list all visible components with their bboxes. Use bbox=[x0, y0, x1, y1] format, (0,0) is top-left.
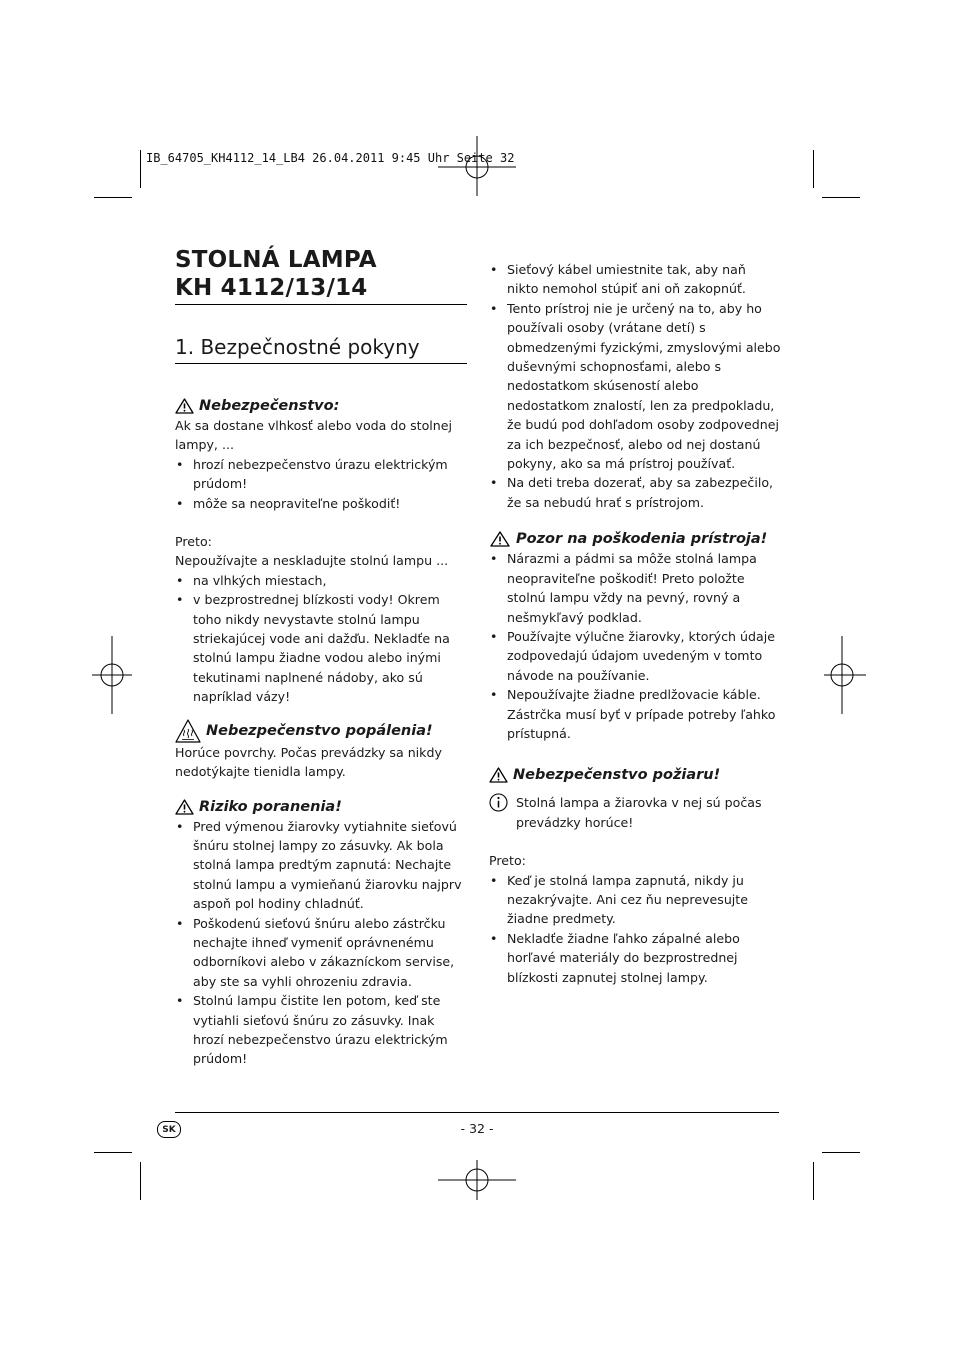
list-item: • Stolnú lampu čistite len potom, keď ste vytiahli sieťovú šnúru zo zásuvky. Inak hrozí nebezpečenstvo úrazu elektrickým prúdom! bbox=[175, 991, 467, 1069]
danger-heading-text: Nebezpečenstvo: bbox=[199, 398, 340, 414]
list-item: • Nekladťe žiadne ľahko zápalné alebo horľavé materiály do bezprostrednej blízkosti zapnutej stolnej lampy. bbox=[489, 929, 781, 987]
injury-heading-text: Riziko poranenia! bbox=[199, 798, 342, 815]
injury-list bbox=[175, 817, 467, 1069]
list-item: • Tento prístroj nie je určený na to, aby ho používali osoby (vrátane detí) s obmedzenými fyzickými, zmyslovými alebo duševnými schopnosťami, alebo s nedostatkom skúseností alebo nedostatkom znalostí, len za predpokladu, že budú pod dohľadom osoby zodpovednej za ich bezpečnosť, alebo od nej dostanú pokyny, ako sa má prístroj používať. bbox=[489, 299, 781, 474]
burn-heading-text: Nebezpečenstvo popálenia! bbox=[206, 722, 433, 739]
page-number: - 32 - bbox=[460, 1121, 494, 1136]
danger-dont: Nepoužívajte a neskladujte stolnú lampu ... bbox=[175, 553, 449, 569]
section-heading-text: 1. Bezpečnostné pokyny bbox=[175, 335, 420, 359]
document-title bbox=[175, 246, 467, 305]
list-item: • Nárazmi a pádmi sa môže stolná lampa neopraviteľne poškodiť! Preto položte stolnú lampu vždy na pevný, rovný a nešmykľavý podklad. bbox=[489, 549, 781, 627]
right-column bbox=[489, 260, 781, 987]
list-item: • v bezprostrednej blízkosti vody! Okrem toho nikdy nevystavte stolnú lampu striekajúcej vode ani dažďu. Nekladťe na stolnú lampu žiadne vodou alebo inými tekutinami naplnené nádoby, ako sú napríklad vázy! bbox=[175, 590, 467, 706]
burn-heading bbox=[175, 719, 467, 743]
title-line-2: KH 4112/13/14 bbox=[175, 275, 368, 301]
list-item: • Používajte výlučne žiarovky, ktorých údaje zodpovedajú údajom uvedeným v tomto návode na používanie. bbox=[489, 627, 781, 685]
list-item: • Nepoužívajte žiadne predlžovacie káble. Zástrčka musí byť v prípade potreby ľahko prístupná. bbox=[489, 685, 781, 743]
warning-icon bbox=[175, 398, 194, 414]
footer-rule bbox=[175, 1112, 779, 1113]
list-item: • Poškodenú sieťovú šnúru alebo zástrčku nechajte ihneď vymeniť oprávnenému odborníkovi alebo v zákazníckom servise, aby ste sa vyhli ohrozeniu zdravia. bbox=[175, 914, 467, 992]
list-item: • hrozí nebezpečenstvo úrazu elektrickým prúdom! bbox=[175, 455, 467, 494]
damage-heading-text: Pozor na poškodenia prístroja! bbox=[516, 531, 768, 548]
title-line-1: STOLNÁ LAMPA bbox=[175, 247, 377, 273]
registration-mark-left bbox=[92, 636, 142, 714]
warning-icon bbox=[489, 767, 508, 783]
injury-heading bbox=[175, 797, 467, 817]
list-item: • Pred výmenou žiarovky vytiahnite sieťovú šnúru stolnej lampy zo zásuvky. Ak bola stolná lampa predtým zapnutá: Nechajte stolnú lampu a vymieňanú žiarovku najprv aspoň pol hodiny chladnúť. bbox=[175, 817, 467, 914]
warning-icon bbox=[175, 799, 194, 815]
danger-list bbox=[175, 455, 467, 513]
registration-mark-right bbox=[820, 636, 870, 714]
fire-info-text: Stolná lampa a žiarovka v nej sú počas prevádzky horúce! bbox=[516, 795, 762, 830]
fire-preto: Preto: bbox=[489, 853, 526, 869]
info-icon bbox=[489, 793, 508, 812]
damage-list bbox=[489, 549, 781, 743]
registration-mark-bottom bbox=[438, 1160, 516, 1210]
danger-heading bbox=[175, 396, 467, 416]
hot-surface-icon bbox=[175, 719, 201, 743]
list-item: • Keď je stolná lampa zapnutá, nikdy ju nezakrývajte. Ani cez ňu neprevesujte žiadne predmety. bbox=[489, 871, 781, 929]
danger-intro: Ak sa dostane vlhkosť alebo voda do stolnej lampy, ... bbox=[175, 418, 453, 453]
registration-mark-top bbox=[438, 136, 516, 214]
fire-heading-text: Nebezpečenstvo požiaru! bbox=[513, 767, 721, 784]
left-column bbox=[175, 246, 467, 1069]
fire-heading bbox=[489, 765, 781, 785]
language-badge: SK bbox=[157, 1121, 181, 1138]
damage-heading bbox=[489, 529, 781, 549]
list-item: • Na deti treba dozerať, aby sa zabezpečilo, že sa nebudú hrať s prístrojom. bbox=[489, 473, 781, 512]
fire-list bbox=[489, 871, 781, 987]
general-list bbox=[489, 260, 781, 512]
list-item: • Sieťový kábel umiestnite tak, aby naň nikto nemohol stúpiť ani oň zakopnúť. bbox=[489, 260, 781, 299]
print-slug: IB_64705_KH4112_14_LB4 26.04.2011 9:45 Uhr Seite 32 bbox=[146, 151, 515, 165]
burn-text: Horúce povrchy. Počas prevádzky sa nikdy nedotýkajte tienidla lampy. bbox=[175, 744, 442, 780]
warning-icon bbox=[489, 531, 511, 547]
danger-list-2 bbox=[175, 571, 467, 707]
list-item: • na vlhkých miestach, bbox=[175, 571, 467, 590]
section-heading bbox=[175, 334, 467, 364]
fire-info bbox=[489, 793, 781, 832]
list-item: • môže sa neopraviteľne poškodiť! bbox=[175, 494, 467, 513]
danger-preto: Preto: bbox=[175, 534, 212, 550]
